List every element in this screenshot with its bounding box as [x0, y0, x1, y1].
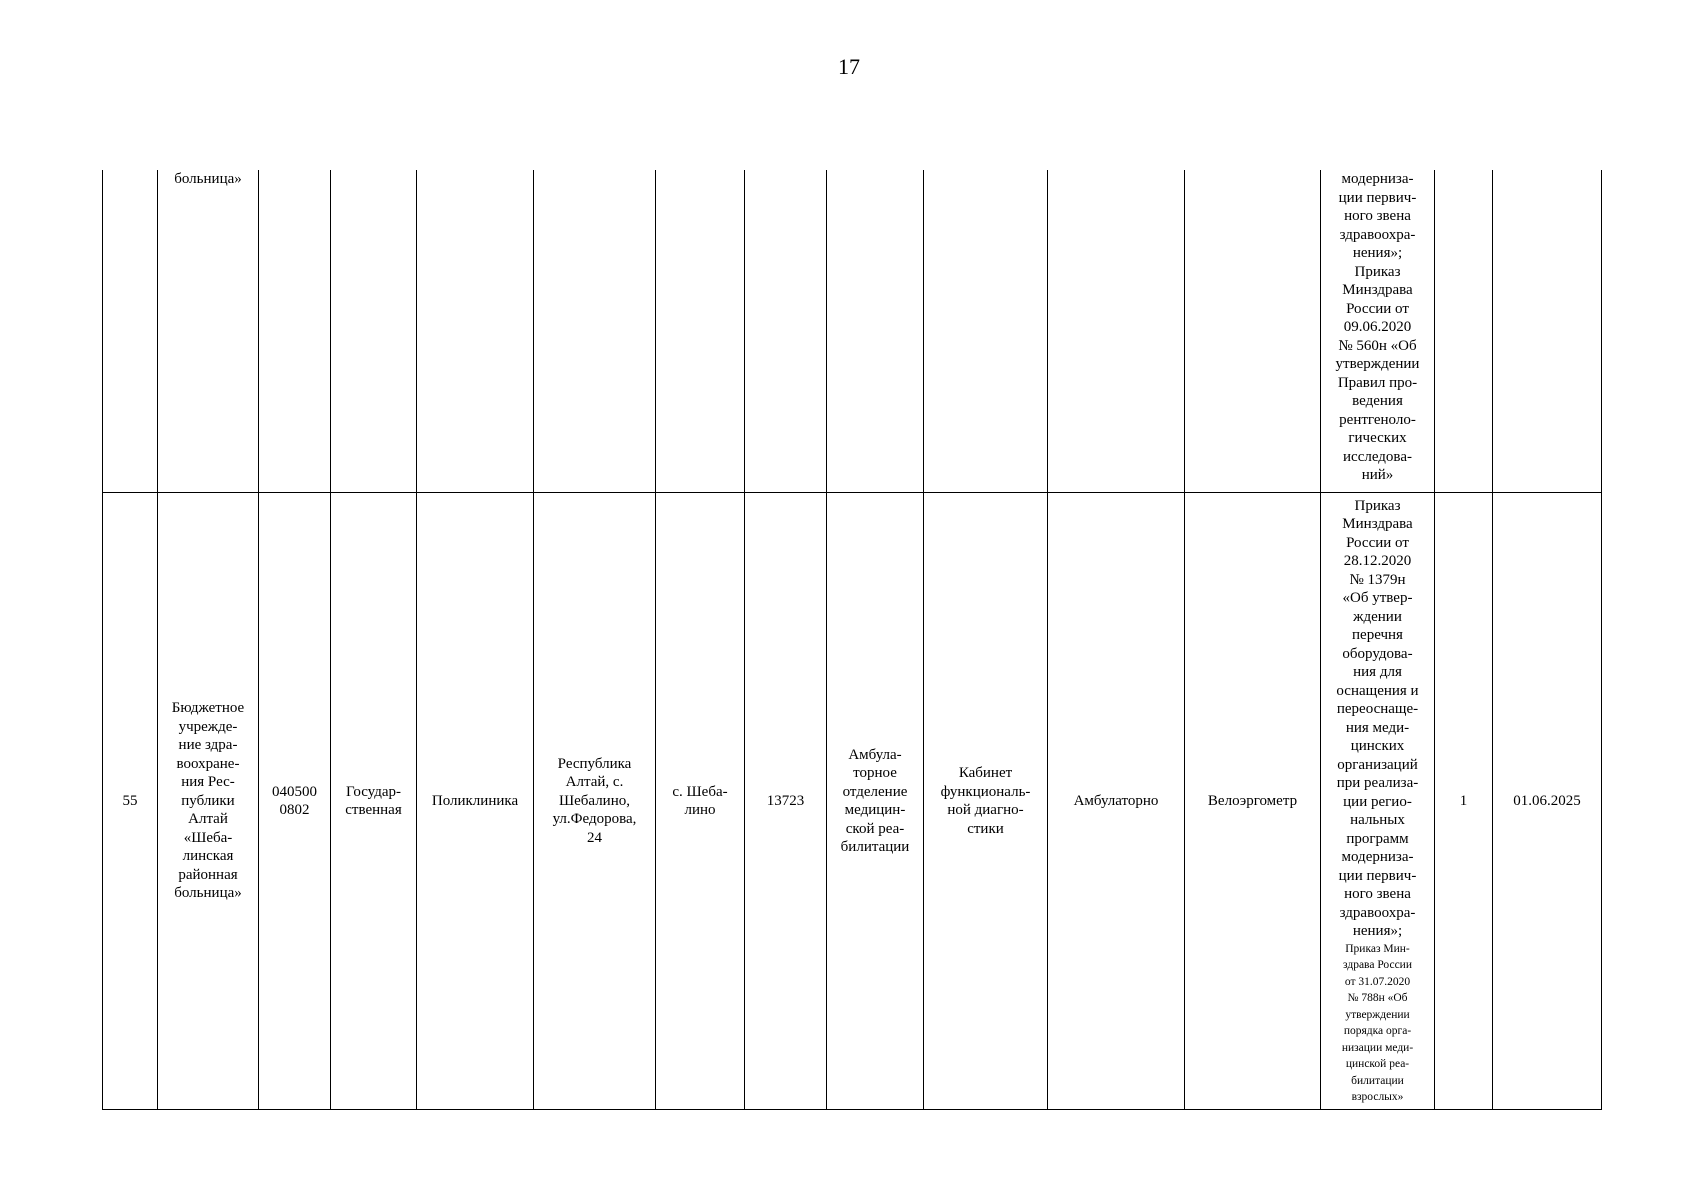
cell-institution: Бюджетное учрежде- ние здра- воохране- ния Рес- публики Алтай «Шеба- линская районная больница»: [158, 493, 259, 1110]
basis-text-small: Приказ Мин- здрава России от 31.07.2020 № 788н «Об утверждении порядка орга- низации меди- цинской реа- билитации взрослых»: [1341, 942, 1414, 1103]
page-number: 17: [838, 54, 860, 79]
cell-ownership: [331, 170, 417, 493]
cell-address: Республика Алтай, с. Шебалино, ул.Федорова, 24: [534, 493, 656, 1110]
cell-room: Кабинет функциональ- ной диагно- стики: [924, 493, 1048, 1110]
cell-equipment: Велоэргометр: [1185, 493, 1321, 1110]
cell-quantity: [1435, 170, 1493, 493]
cell-address: [534, 170, 656, 493]
cell-equipment: [1185, 170, 1321, 493]
cell-department: Амбула- торное отделение медицин- ской реа- билитации: [827, 493, 924, 1110]
cell-ownership: Государ- ственная: [331, 493, 417, 1110]
cell-basis: [1321, 493, 1435, 1110]
cell-care-conditions: Амбулаторно: [1048, 493, 1185, 1110]
cell-date: [1493, 170, 1602, 493]
cell-settlement-code: 13723: [745, 493, 827, 1110]
cell-settlement-code: [745, 170, 827, 493]
cell-quantity: 1: [1435, 493, 1493, 1110]
table-row: [103, 493, 1602, 1110]
cell-code: [259, 170, 331, 493]
equipment-register-table: [102, 170, 1602, 1110]
cell-room: [924, 170, 1048, 493]
cell-department: [827, 170, 924, 493]
cell-number: [103, 170, 158, 493]
table-row-continued: [103, 170, 1602, 493]
cell-facility-type: Поликлиника: [417, 493, 534, 1110]
cell-code: 040500 0802: [259, 493, 331, 1110]
cell-basis-tail: модерниза- ции первич- ного звена здравоохра- нения»; Приказ Минздрава России от 09.06.2020 № 560н «Об утверждении Правил про- ведения рентгеноло- гических исследова- ний»: [1321, 170, 1435, 493]
cell-institution-tail: больница»: [158, 170, 259, 493]
cell-facility-type: [417, 170, 534, 493]
cell-settlement: [656, 170, 745, 493]
cell-settlement: с. Шеба- лино: [656, 493, 745, 1110]
cell-number: 55: [103, 493, 158, 1110]
cell-care-conditions: [1048, 170, 1185, 493]
basis-text: Приказ Минздрава России от 28.12.2020 № 1379н «Об утвер- ждении перечня оборудова- ния для оснащения и переоснаще- ния меди- цинских организаций при реализа- ции регио- нальных программ модерниза- ции первич- ного звена здравоохра- нения»;: [1336, 497, 1419, 939]
cell-date: 01.06.2025: [1493, 493, 1602, 1110]
